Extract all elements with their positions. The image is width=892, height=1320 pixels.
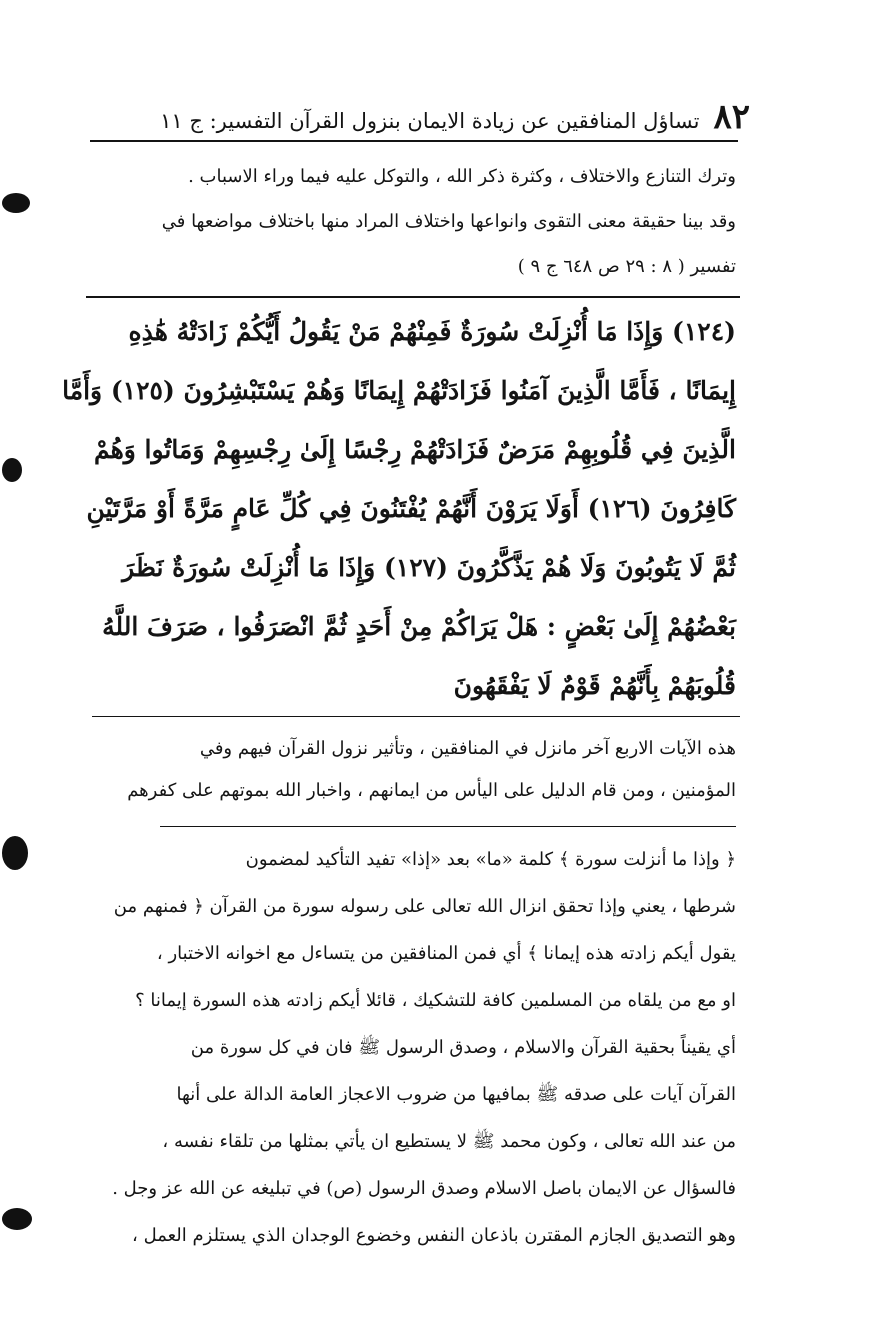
verse-line: إِيمَانًا ، فَأَمَّا الَّذِينَ آمَنُوا فَزَادَتْهُمْ إِيمَانًا وَهُمْ يَسْتَبْشِرُونَ (١٢٥) وَأَمَّا xyxy=(62,376,736,405)
section-rule xyxy=(160,826,736,827)
intro-line: وترك التنازع والاختلاف ، وكثرة ذكر الله ، والتوكل عليه فيما وراء الاسباب . xyxy=(188,166,736,187)
binding-hole-mark xyxy=(2,1208,32,1230)
commentary-line: من عند الله تعالى ، وكون محمد ﷺ لا يستطيع ان يأتي بمثلها من تلقاء نفسه ، xyxy=(162,1131,736,1152)
quran-verses xyxy=(62,302,736,715)
verse-line: الَّذِينَ فِي قُلُوبِهِمْ مَرَضٌ فَزَادَتْهُمْ رِجْسًا إِلَىٰ رِجْسِهِمْ وَمَاتُوا وَهُمْ xyxy=(93,435,736,464)
intro-paragraph xyxy=(96,154,736,289)
page-header xyxy=(112,96,750,136)
verse-bottom-rule xyxy=(92,716,740,717)
commentary-line: او مع من يلقاه من المسلمين كافة للتشكيك ، قائلا أيكم زادته هذه السورة إيمانا ؟ xyxy=(135,990,736,1011)
commentary-line: هذه الآيات الاربع آخر مانزل في المنافقين ، وتأثير نزول القرآن فيهم وفي xyxy=(199,738,736,759)
header-rule xyxy=(90,140,738,142)
verse-line: كَافِرُونَ (١٢٦) أَوَلَا يَرَوْنَ أَنَّهُمْ يُفْتَنُونَ فِي كُلِّ عَامٍ مَرَّةً أَوْ مَرَّتَيْنِ xyxy=(86,494,736,523)
verse-line: (١٢٤) وَإِذَا مَا أُنْزِلَتْ سُورَةٌ فَمِنْهُمْ مَنْ يَقُولُ أَيُّكُمْ زَادَتْهُ هَٰذِهِ xyxy=(128,317,736,346)
page-number: ٨٢ xyxy=(713,97,750,137)
commentary-line: فالسؤال عن الايمان باصل الاسلام وصدق الرسول (ص) في تبليغه عن الله عز وجل . xyxy=(112,1178,736,1199)
verse-line: ثُمَّ لَا يَتُوبُونَ وَلَا هُمْ يَذَّكَّرُونَ (١٢٧) وَإِذَا مَا أُنْزِلَتْ سُورَةٌ نَظَرَ xyxy=(122,553,736,582)
commentary-line: يقول أيكم زادته هذه إيمانا ﴾ أي فمن المنافقين من يتساءل مع اخوانه الاختبار ، xyxy=(156,943,736,964)
commentary-line: ﴿ وإذا ما أنزلت سورة ﴾ كلمة «ما» بعد «إذا» تفيد التأكيد لمضمون xyxy=(245,849,736,870)
commentary-line: شرطها ، يعني وإذا تحقق انزال الله تعالى على رسوله سورة من القرآن ﴿ فمنهم من xyxy=(113,896,736,917)
commentary-body xyxy=(96,836,736,1259)
commentary-line: وهو التصديق الجازم المقترن باذعان النفس وخضوع الوجدان الذي يستلزم العمل ، xyxy=(132,1225,736,1246)
commentary-line: أي يقيناً بحقية القرآن والاسلام ، وصدق الرسول ﷺ فان في كل سورة من xyxy=(190,1037,736,1058)
commentary-intro xyxy=(96,728,736,812)
commentary-line: القرآن آيات على صدقه ﷺ بمافيها من ضروب الاعجاز العامة الدالة على أنها xyxy=(176,1084,736,1105)
commentary-line: المؤمنين ، ومن قام الدليل على اليأس من ايمانهم ، واخبار الله بموتهم على كفرهم xyxy=(127,780,736,801)
binding-hole-mark xyxy=(2,458,22,482)
running-title: تساؤل المنافقين عن زيادة الايمان بنزول القرآن التفسير: ج ١١ xyxy=(160,109,700,133)
binding-hole-mark xyxy=(2,193,30,213)
intro-line: وقد بينا حقيقة معنى التقوى وانواعها واختلاف المراد منها باختلاف مواضعها في xyxy=(161,211,736,232)
binding-hole-mark xyxy=(2,836,28,870)
verse-top-rule xyxy=(86,296,740,298)
intro-line: تفسير ( ٨ : ٢٩ ص ٦٤٨ ج ٩ ) xyxy=(517,256,736,277)
verse-line: بَعْضُهُمْ إِلَىٰ بَعْضٍ : هَلْ يَرَاكُمْ مِنْ أَحَدٍ ثُمَّ انْصَرَفُوا ، صَرَفَ اللَّهُ xyxy=(102,612,736,641)
verse-line: قُلُوبَهُمْ بِأَنَّهُمْ قَوْمٌ لَا يَفْقَهُونَ xyxy=(453,671,736,700)
